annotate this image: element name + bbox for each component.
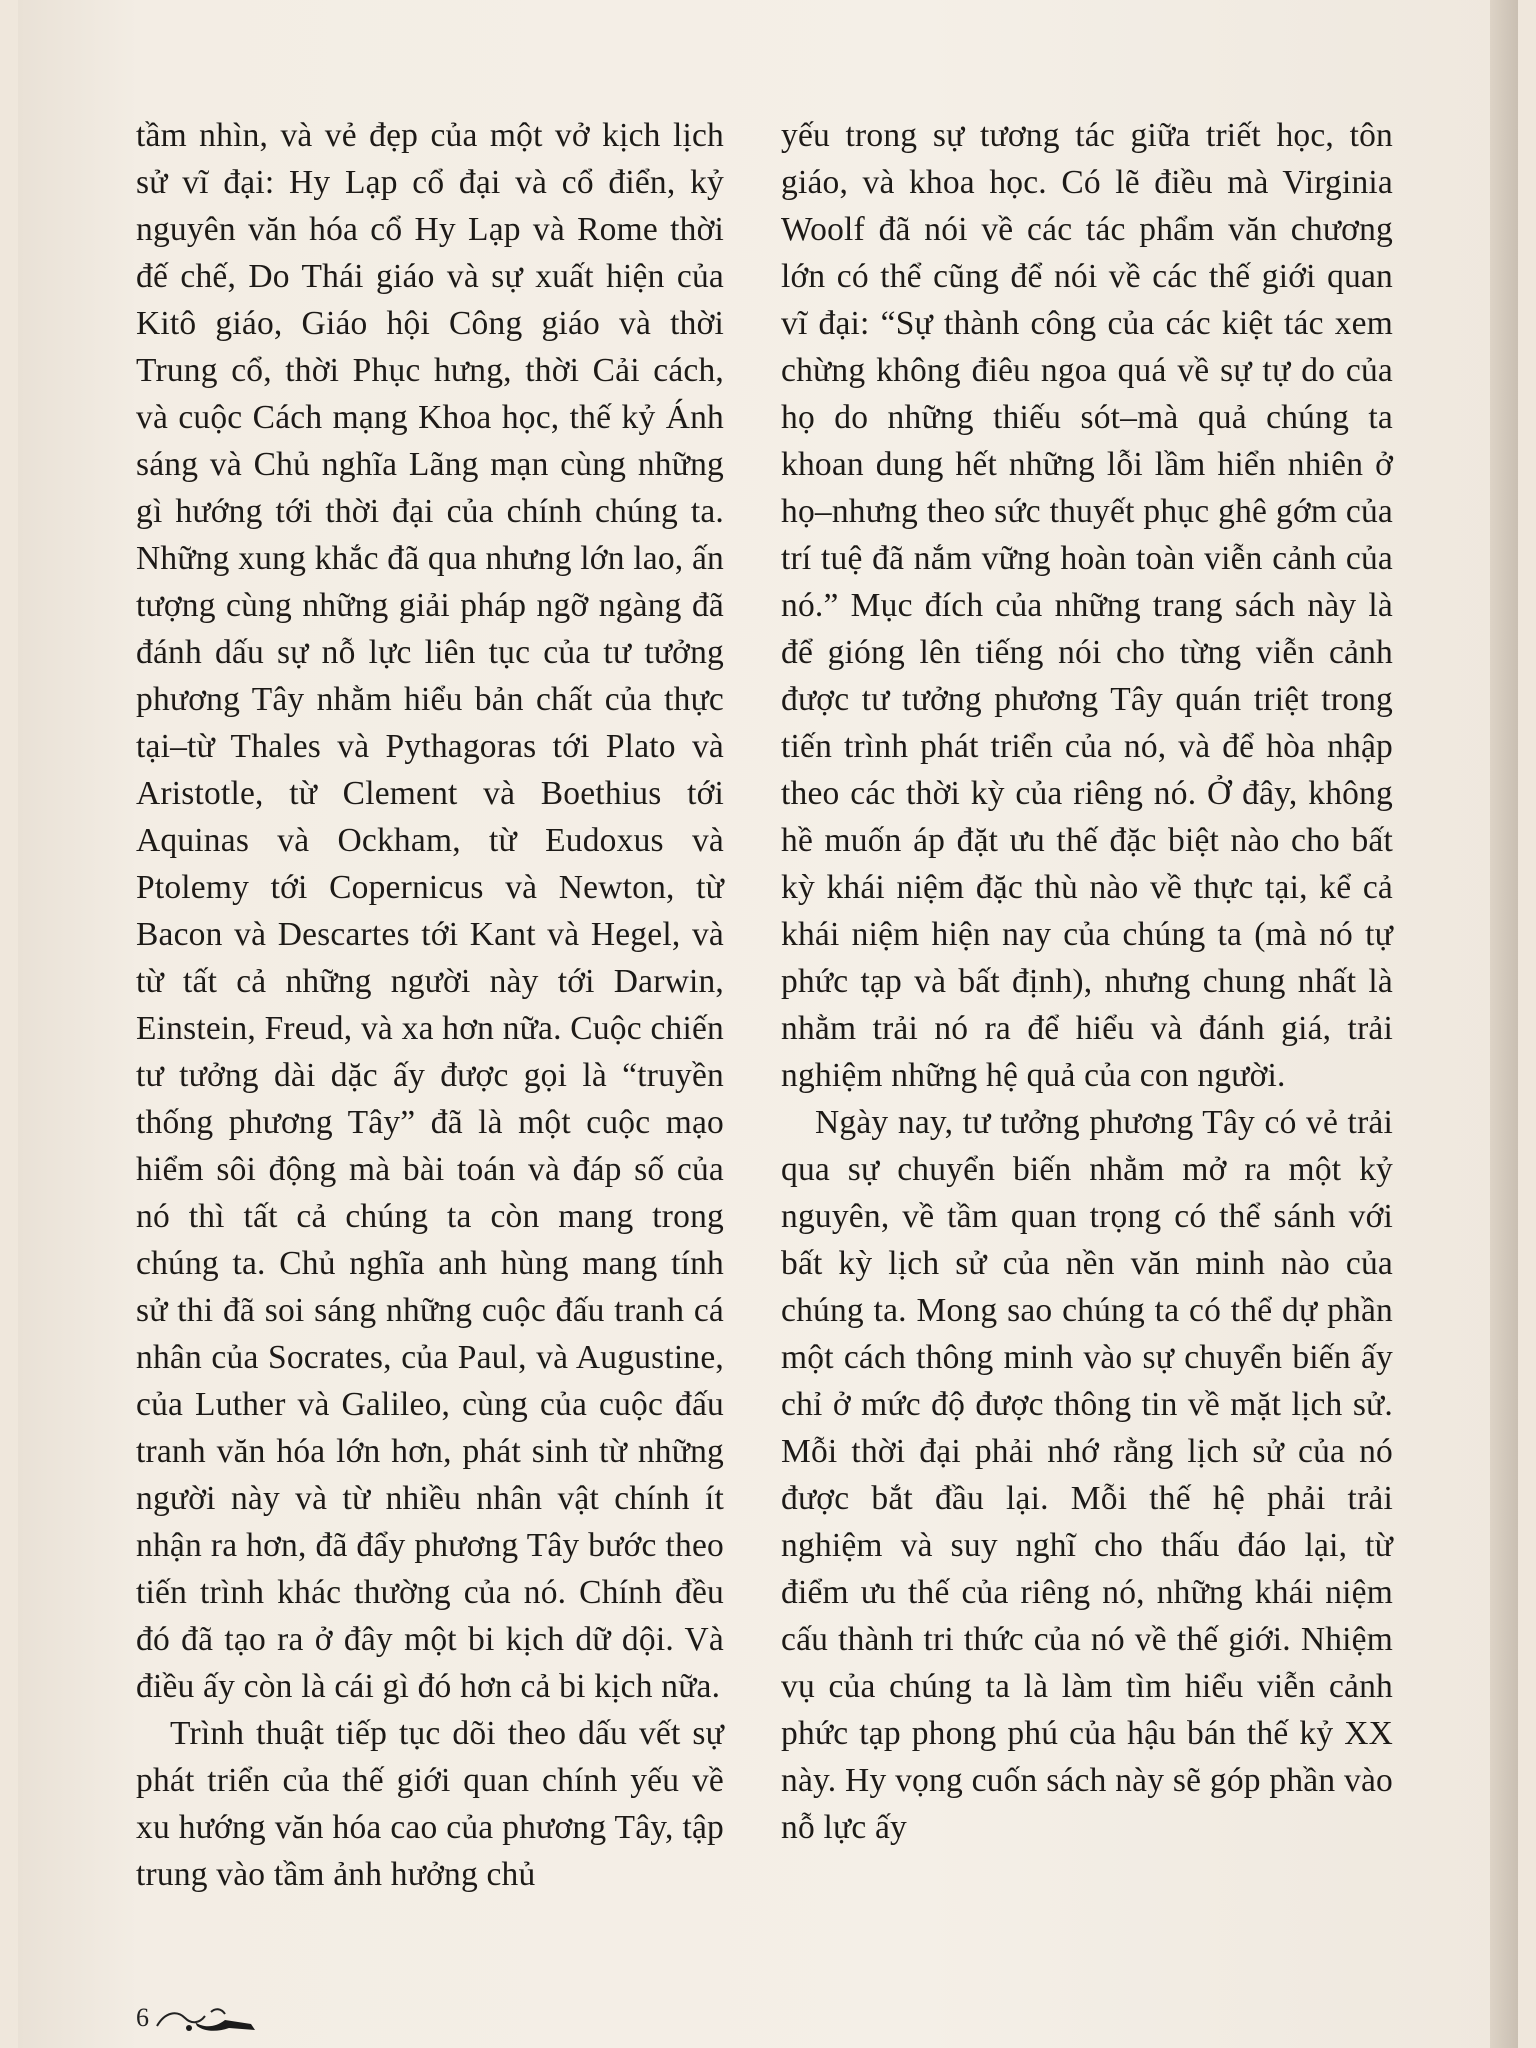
- left-paragraph-1: tầm nhìn, và vẻ đẹp của một vở kịch lịch sử vĩ đại: Hy Lạp cổ đại và cổ điển, kỷ nguyên văn hóa cổ Hy Lạp và Rome thời đế chế, Do Thái giáo và sự xuất hiện của Kitô giáo, Giáo hội Công giáo và thời Trung cổ, thời Phục hưng, thời Cải cách, và cuộc Cách mạng Khoa học, thế kỷ Ánh sáng và Chủ nghĩa Lãng mạn cùng những gì hướng tới thời đại của chính chúng ta. Những xung khắc đã qua nhưng lớn lao, ấn tượng cùng những giải pháp ngỡ ngàng đã đánh dấu sự nỗ lực liên tục của tư tưởng phương Tây nhằm hiểu bản chất của thực tại–từ Thales và Pythagoras tới Plato và Aristotle, từ Clement và Boethius tới Aquinas và Ockham, từ Eudoxus và Ptolemy tới Copernicus và Newton, từ Bacon và Descartes tới Kant và Hegel, và từ tất cả những người này tới Darwin, Einstein, Freud, và xa hơn nữa. Cuộc chiến tư tưởng dài dặc ấy được gọi là “truyền thống phương Tây” đã là một cuộc mạo hiểm sôi động mà bài toán và đáp số của nó thì tất cả chúng ta còn mang trong chúng ta. Chủ nghĩa anh hùng mang tính sử thi đã soi sáng những cuộc đấu tranh cá nhân của Socrates, của Paul, và Augustine, của Luther và Galileo, cùng của cuộc đấu tranh văn hóa lớn hơn, phát sinh từ những người này và từ nhiều nhân vật chính ít nhận ra hơn, đã đẩy phương Tây bước theo tiến trình khác thường của nó. Chính đều đó đã tạo ra ở đây một bi kịch dữ dội. Và điều ấy còn là cái gì đó hơn cả bi kịch nữa.: [136, 117, 724, 1705]
- scroll-flourish-ornament-icon: [155, 2002, 259, 2034]
- right-paragraph-2: Ngày nay, tư tưởng phương Tây có vẻ trải qua sự chuyển biến nhằm mở ra một kỷ nguyên, về tầm quan trọng có thể sánh với bất kỳ lịch sử của nền văn minh nào của chúng ta. Mong sao chúng ta có thể dự phần một cách thông minh vào sự chuyển biến ấy chỉ ở mức độ được thông tin về mặt lịch sử. Mỗi thời đại phải nhớ rằng lịch sử của nó được bắt đầu lại. Mỗi thế hệ phải trải nghiệm và suy nghĩ cho thấu đáo lại, từ điểm ưu thế của riêng nó, những khái niệm cấu thành tri thức của nó về thế giới. Nhiệm vụ của chúng ta là làm tìm hiểu viễn cảnh phức tạp phong phú của hậu bán thế kỷ XX này. Hy vọng cuốn sách này sẽ góp phần vào nỗ lực ấy: [781, 1104, 1393, 1846]
- right-column: [781, 112, 1393, 1851]
- left-column: [136, 112, 724, 1898]
- right-paragraph-1: yếu trong sự tương tác giữa triết học, tôn giáo, và khoa học. Có lẽ điều mà Virginia Woolf đã nói về các tác phẩm văn chương lớn có thể cũng để nói về các thế giới quan vĩ đại: “Sự thành công của các kiệt tác xem chừng không điêu ngoa quá về sự tự do của họ do những thiếu sót–mà quả chúng ta khoan dung hết những lỗi lầm hiển nhiên ở họ–nhưng theo sức thuyết phục ghê gớm của trí tuệ đã nắm vững hoàn toàn viễn cảnh của nó.” Mục đích của những trang sách này là để gióng lên tiếng nói cho từng viễn cảnh được tư tưởng phương Tây quán triệt trong tiến trình phát triển của nó, và để hòa nhập theo các thời kỳ của riêng nó. Ở đây, không hề muốn áp đặt ưu thế đặc biệt nào cho bất kỳ khái niệm đặc thù nào về thực tại, kể cả khái niệm hiện nay của chúng ta (mà nó tự phức tạp và bất định), nhưng chung nhất là nhằm trải nó ra để hiểu và đánh giá, trải nghiệm những hệ quả của con người.: [781, 117, 1393, 1094]
- left-paragraph-2: Trình thuật tiếp tục dõi theo dấu vết sự phát triển của thế giới quan chính yếu về xu hướng văn hóa cao của phương Tây, tập trung vào tầm ảnh hưởng chủ: [136, 1715, 724, 1893]
- page-number: 6: [136, 2003, 149, 2032]
- page-footer: [136, 1998, 259, 2038]
- book-page: [18, 0, 1518, 2048]
- page-edge: [1490, 0, 1518, 2048]
